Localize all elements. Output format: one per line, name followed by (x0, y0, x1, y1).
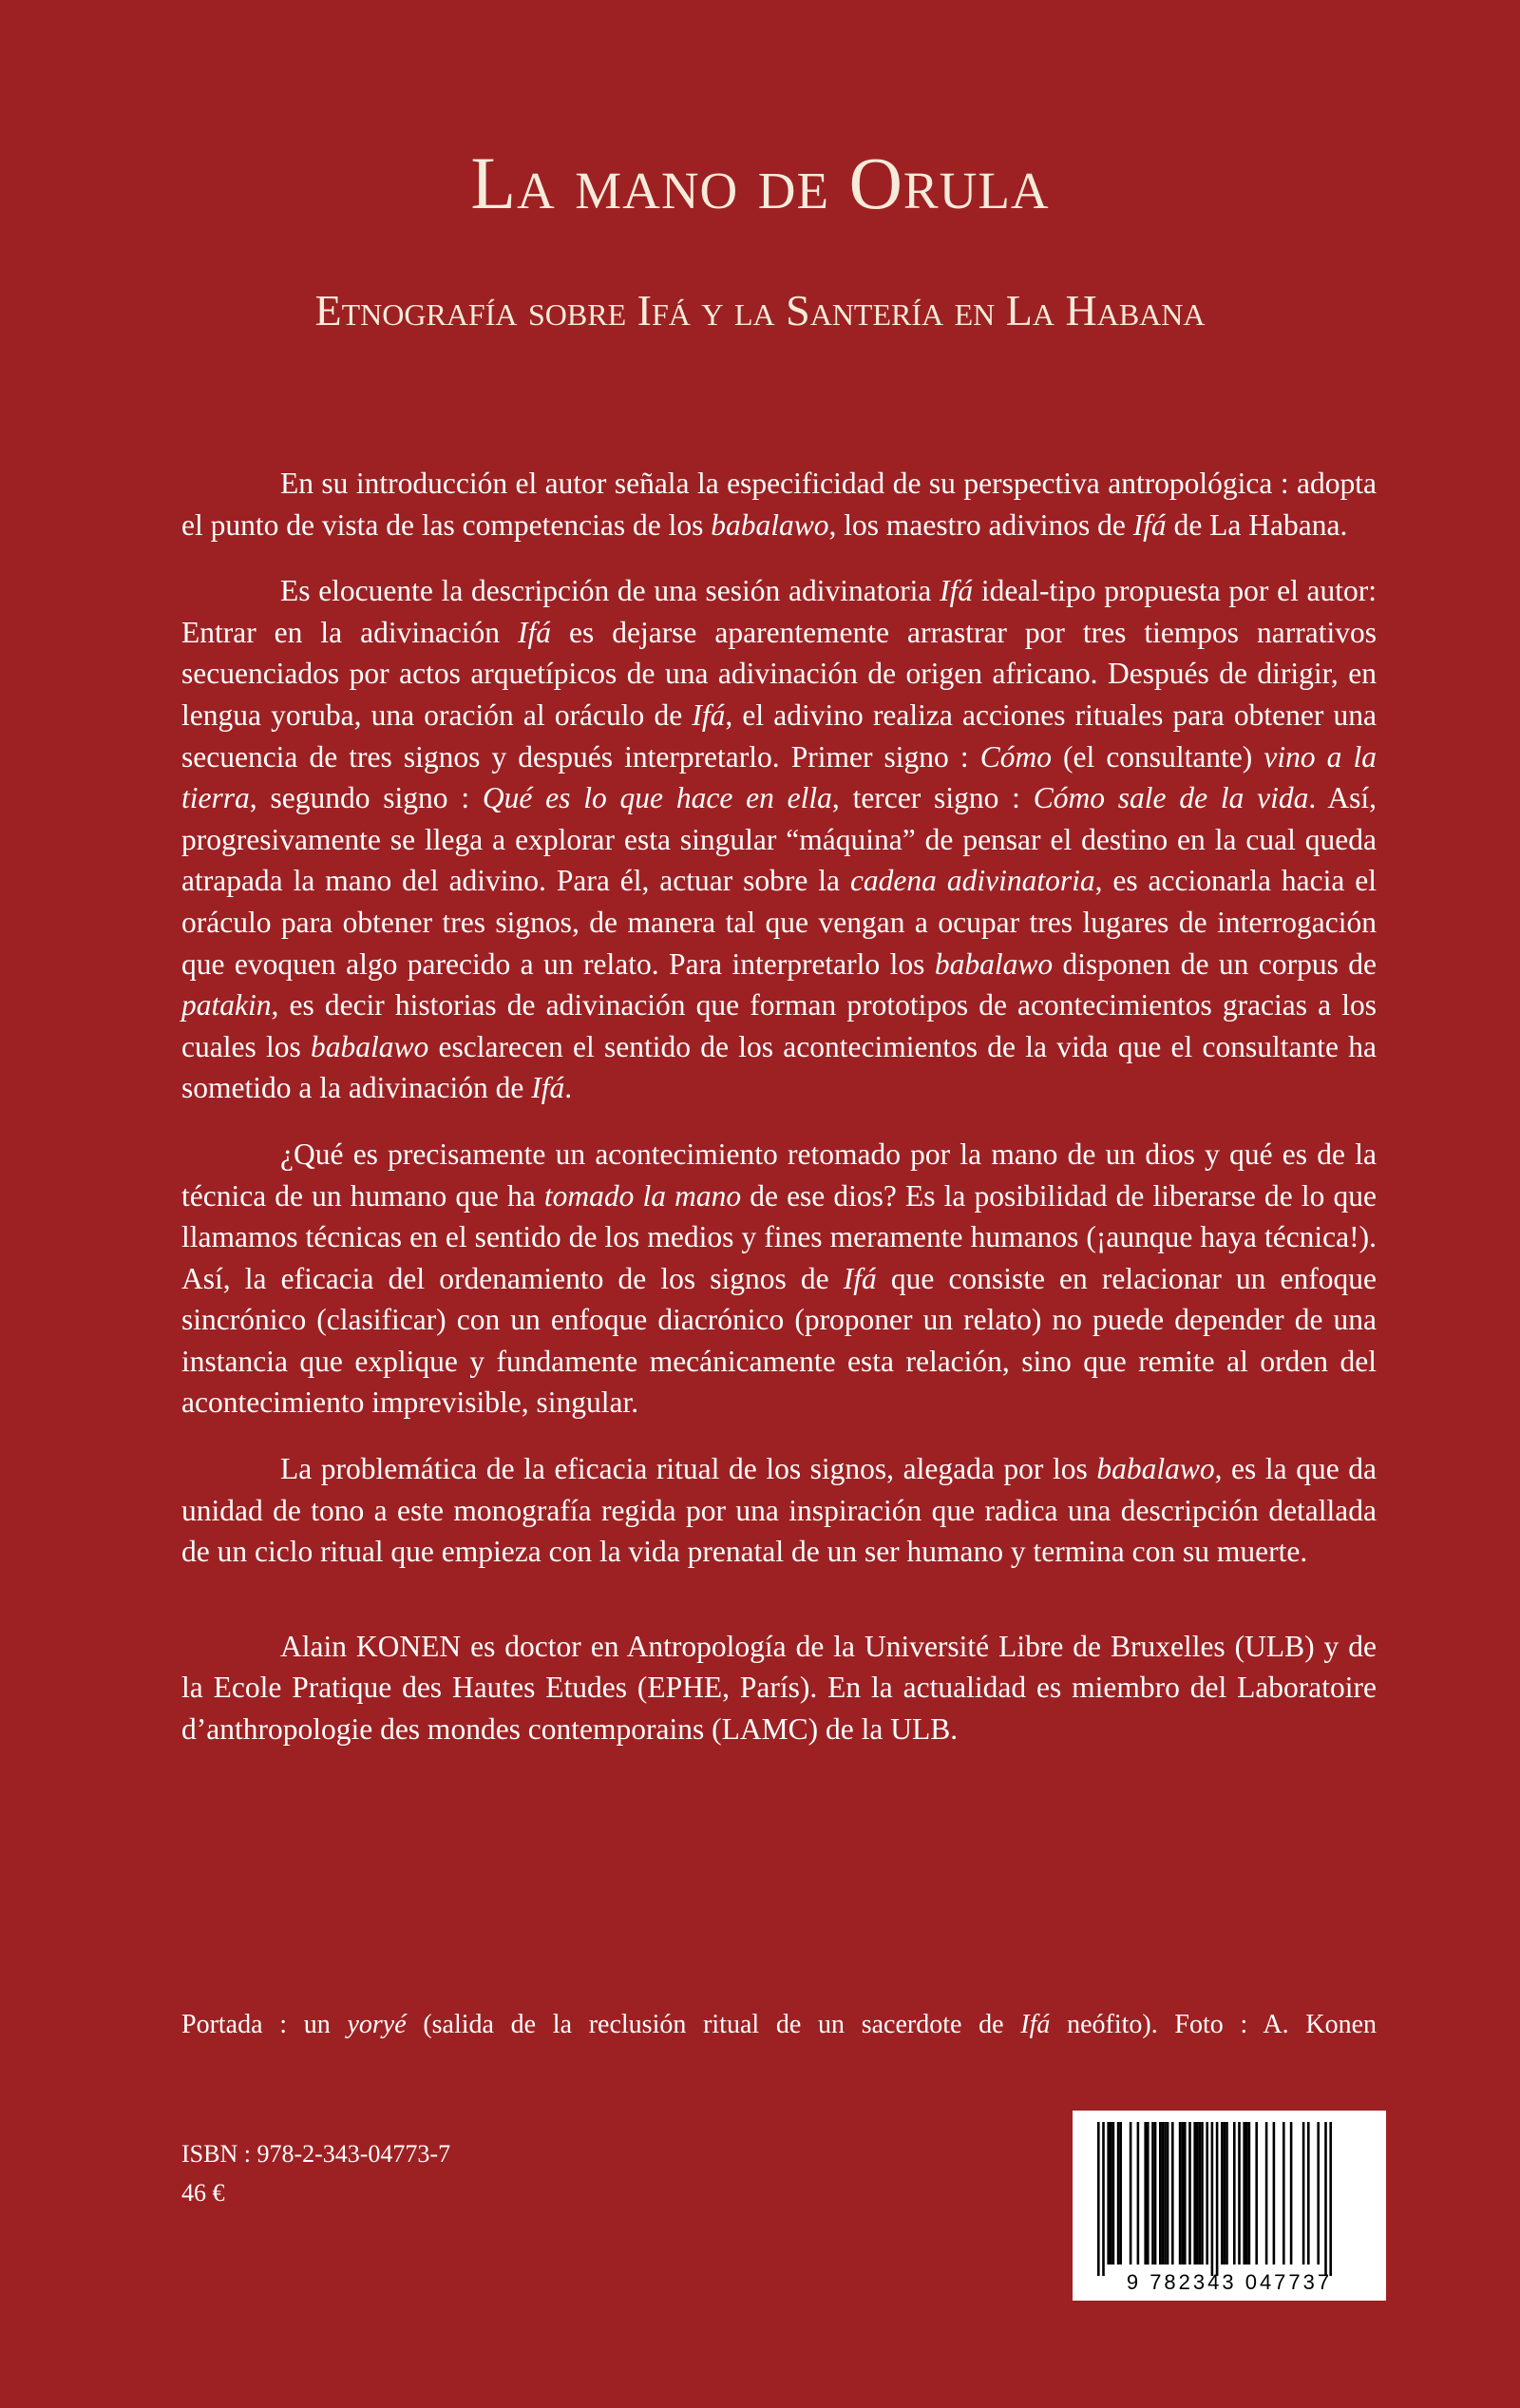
barcode-bar (1248, 2122, 1251, 2265)
text-run: que consiste en relacionar un enfoque sincrónico (clasificar) con un enfoque diacrónico (proponer un relato) no puede depender de una instancia que explique y fundamente mecánicamente esta relación, sino que remite al orden del acontecimiento imprevisible, singular. (181, 1261, 1377, 1420)
text-run: , es accionarla hacia el oráculo para obtener tres signos, de manera tal que vengan a ocupar tres lugares de interrogación que evoquen algo parecido a un relato. Para interpretarlo los (181, 864, 1377, 981)
text-run: (el consultante) (1051, 739, 1264, 774)
barcode-bar (1238, 2122, 1241, 2265)
barcode-bar (1144, 2122, 1147, 2265)
blurb-paragraph-3 (181, 1134, 1377, 1424)
barcode-bar (1117, 2122, 1120, 2265)
text-run: Portada : un (181, 2010, 348, 2039)
barcode-bar (1184, 2122, 1187, 2265)
blurb-paragraph-4 (181, 1448, 1377, 1573)
text-run: , es decir historias de adivinación que forman prototipos de acontecimientos gracias a los cuales los (181, 988, 1377, 1063)
text-run: , tercer signo : (831, 781, 1034, 815)
italic-run: Ifá (692, 698, 726, 732)
italic-run: Ifá (843, 1261, 877, 1295)
barcode-bar (1282, 2122, 1285, 2265)
barcode-bar (1226, 2122, 1228, 2265)
barcode-bar (1193, 2122, 1196, 2265)
barcode-bar (1216, 2122, 1219, 2276)
blurb-paragraph-1 (181, 463, 1377, 545)
text-run: La problemática de la eficacia ritual de los signos, alegada por los (280, 1452, 1097, 1486)
italic-run: babalawo (711, 507, 829, 542)
barcode-bar (1324, 2122, 1327, 2276)
barcode-bar (1188, 2122, 1191, 2265)
barcode-bar (1206, 2122, 1208, 2265)
isbn-block (181, 2134, 450, 2212)
barcode-bar (1233, 2122, 1236, 2265)
barcode-bar (1151, 2122, 1154, 2265)
barcode-bar (1119, 2122, 1122, 2265)
barcode-bar (1137, 2122, 1140, 2265)
italic-run: Cómo (979, 739, 1052, 774)
barcode-bar (1307, 2122, 1310, 2265)
barcode-bar (1112, 2122, 1115, 2265)
italic-run: babalawo (934, 946, 1054, 981)
barcode-bar (1317, 2122, 1320, 2265)
blurb-paragraph-2 (181, 570, 1377, 1109)
barcode-bar (1167, 2122, 1169, 2265)
text-run: , segundo signo : (249, 781, 483, 815)
barcode-bar (1243, 2122, 1245, 2265)
text-run: Alain KONEN es doctor en Antropología de la Université Libre de Bruxelles (ULB) y de la Ecole Pratique des Hautes Etudes (EPHE, París). En la actualidad es miembro del Laboratoire d’anthropologie des mondes contemporains (LAMC) de la ULB. (181, 1629, 1377, 1747)
italic-run: Ifá (1020, 2010, 1051, 2039)
barcode-bar (1164, 2122, 1167, 2265)
italic-run: Ifá (531, 1071, 565, 1105)
barcode-bar (1255, 2122, 1258, 2265)
barcode-bar (1199, 2122, 1202, 2265)
text-run: de ese dios? Es la posibilidad de liberarse de lo que llamamos técnicas en el sentido de los medios y fines meramente humanos (¡aunque haya técnica!). Así, la eficacia del ordenamiento de los signos de (181, 1178, 1377, 1295)
text-run: de La Habana. (1166, 507, 1348, 542)
text-run: (salida de la reclusión ritual de un sacerdote de (406, 2010, 1021, 2039)
barcode-bar (1221, 2122, 1224, 2265)
text-run: es dejarse aparentemente arrastrar por tres tiempos narrativos secuenciados por actos arquetípicos de una adivinación de origen africano. Después de dirigir, en lengua yoruba, una oración al oráculo de (181, 615, 1377, 732)
text-run: esclarecen el sentido de los acontecimientos de la vida que el consultante ha sometido a la adivinación de (181, 1029, 1377, 1105)
text-run: . (564, 1071, 573, 1105)
barcode-digits: 9 782343 047737 (1126, 2270, 1333, 2294)
text-run: , los maestro adivinos de (828, 507, 1133, 542)
barcode-bar (1097, 2122, 1100, 2276)
text-run: Es elocuente la descripción de una sesión adivinatoria (280, 574, 940, 608)
barcode-bar (1181, 2122, 1184, 2265)
italic-run: tomado la mano (543, 1178, 742, 1213)
barcode-bar (1162, 2122, 1165, 2265)
barcode-bar (1290, 2122, 1293, 2265)
italic-run: patakin (181, 988, 272, 1022)
italic-run: yoryé (347, 2010, 407, 2039)
book-subtitle: Etnografía sobre Ifá y la Santería en La Habana (314, 286, 1206, 334)
blurb (181, 463, 1377, 1775)
barcode-bar (1224, 2122, 1226, 2265)
text-run: En su introducción el autor señala la especificidad de su perspectiva antropológica : adopta el punto de vista de las competencias de los (181, 467, 1377, 542)
italic-run: babalawo (1096, 1452, 1215, 1486)
italic-run: Qué es lo que hace en ella (482, 781, 832, 815)
barcode-bar (1273, 2122, 1276, 2265)
barcode-bar (1196, 2122, 1199, 2265)
italic-run: vino a la tierra (181, 739, 1377, 815)
barcode-bar (1265, 2122, 1268, 2265)
barcode (1073, 2111, 1386, 2301)
barcode-bar (1179, 2122, 1182, 2265)
barcode-bar (1159, 2122, 1162, 2265)
barcode-bar (1171, 2122, 1174, 2265)
text-run: ideal-tipo propuesta por el autor: Entrar en la adivinación (181, 574, 1377, 649)
barcode-bar (1245, 2122, 1248, 2265)
isbn-number: ISBN : 978-2-343-04773-7 (181, 2140, 451, 2168)
book-title: La mano de Orula (470, 142, 1050, 224)
barcode-bar (1211, 2122, 1214, 2276)
price: 46 € (181, 2179, 225, 2207)
italic-run: Ifá (940, 574, 974, 608)
barcode-bar (1110, 2122, 1112, 2265)
text-run: ¿Qué es precisamente un acontecimiento retomado por la mano de un dios y qué es de la técnica de un humano que ha (181, 1137, 1377, 1213)
text-run: , es la que da unidad de tono a este monografía regida por una inspiración que radica una descripción detallada de un ciclo ritual que empieza con la vida prenatal de un ser humano y termina con su muerte. (181, 1452, 1377, 1569)
text-run: neófito). Foto : A. Konen (1050, 2010, 1378, 2039)
barcode-bar (1147, 2122, 1150, 2265)
italic-run: Ifá (518, 615, 552, 649)
text-run: disponen de un corpus de (1053, 946, 1378, 981)
cover-photo-credit (181, 2006, 1377, 2044)
barcode-bar (1107, 2122, 1110, 2265)
text-run: . Así, progresivamente se llega a explorar esta singular “máquina” de pensar el destino en la cual queda atrapada la mano del adivino. Para él, actuar sobre la (181, 781, 1378, 898)
text-run: , el adivino realiza acciones rituales para obtener una secuencia de tres signos y después interpretarlo. Primer signo : (181, 698, 1377, 774)
italic-run: cadena adivinatoria (849, 864, 1095, 898)
barcode-bar (1130, 2122, 1132, 2265)
barcode-bar (1302, 2122, 1305, 2265)
italic-run: babalawo (311, 1029, 429, 1063)
barcode-bar (1329, 2122, 1332, 2276)
italic-run: Ifá (1132, 507, 1167, 542)
italic-run: Cómo sale de la vida (1033, 781, 1309, 815)
author-bio (181, 1626, 1377, 1750)
barcode-bar (1102, 2122, 1105, 2276)
barcode-bar (1201, 2122, 1204, 2265)
barcode-bar (1154, 2122, 1157, 2265)
